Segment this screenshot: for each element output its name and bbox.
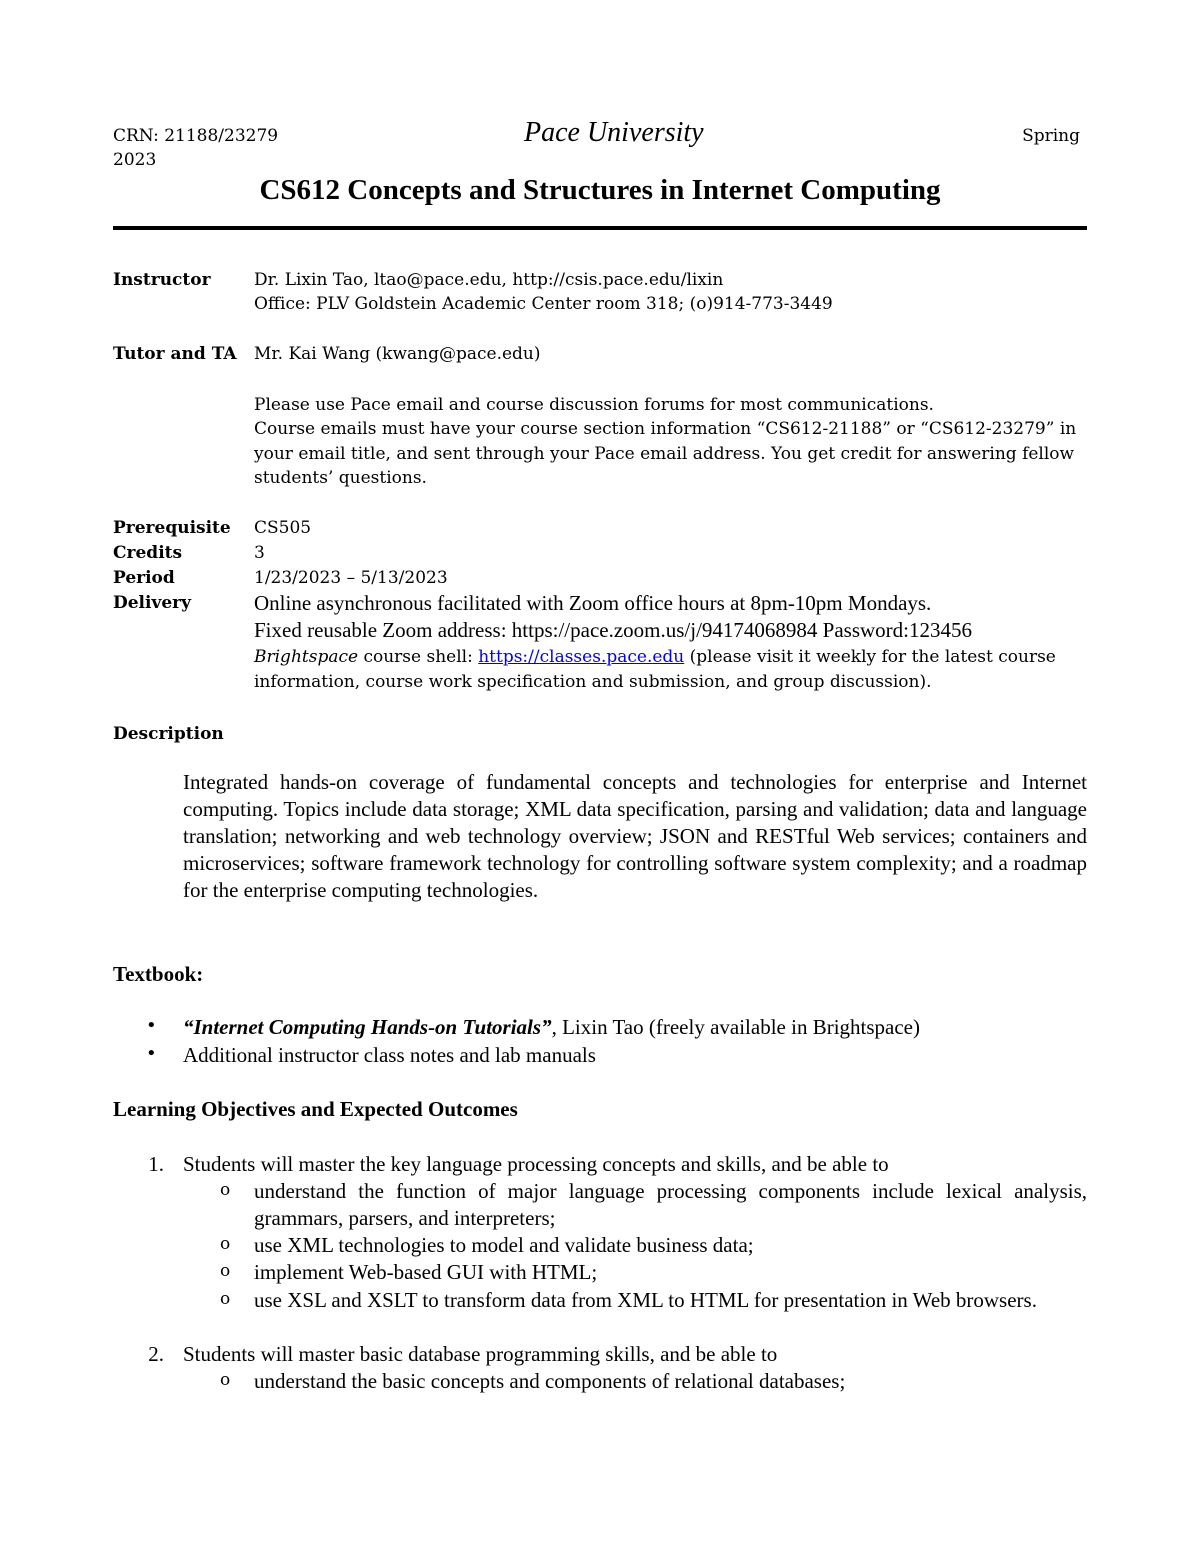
period-label: Period xyxy=(113,568,175,588)
prereq-value: CS505 xyxy=(254,518,312,538)
book-rest: , Lixin Tao (freely available in Brightspace) xyxy=(551,1015,921,1039)
objective-1: Students will master the key language processing concepts and skills, and be able to xyxy=(183,1152,889,1176)
delivery-label: Delivery xyxy=(113,593,192,613)
university-name: Pace University xyxy=(524,117,704,148)
title-divider xyxy=(113,226,1087,230)
objective-2-sub-1: understand the basic concepts and components of relational databases; xyxy=(254,1369,846,1393)
course-title: CS612 Concepts and Structures in Internet Computing xyxy=(259,174,941,206)
objective-1-sub-1: understand the function of major language processing components include lexical analysis, grammars, parsers, and interpreters; xyxy=(254,1179,1087,1230)
objective-1-number: 1. xyxy=(148,1152,164,1176)
objective-2-number: 2. xyxy=(148,1342,164,1366)
course-shell-line xyxy=(254,645,1056,670)
sub-bullet-icon: o xyxy=(220,1261,231,1281)
bullet-icon: • xyxy=(146,1015,157,1036)
objective-1-sub-3: implement Web-based GUI with HTML; xyxy=(254,1260,598,1284)
textbook-item-2: Additional instructor class notes and lab manuals xyxy=(183,1043,596,1067)
prereq-label: Prerequisite xyxy=(113,518,231,538)
sub-bullet-icon: o xyxy=(220,1289,231,1309)
sub-bullet-icon: o xyxy=(220,1234,231,1254)
comm-line1: Please use Pace email and course discussion forums for most communications. xyxy=(254,395,934,415)
shell-text: course shell: xyxy=(358,647,479,667)
textbook-item-1 xyxy=(183,1014,920,1041)
description-label: Description xyxy=(113,724,224,744)
instructor-line1: Dr. Lixin Tao, ltao@pace.edu, http://csis.pace.edu/lixin xyxy=(254,270,724,290)
term-word: Spring xyxy=(1022,126,1080,146)
delivery-line1: Online asynchronous facilitated with Zoom office hours at 8pm-10pm Mondays. xyxy=(254,591,932,615)
bullet-icon: • xyxy=(146,1043,157,1064)
tutor-value: Mr. Kai Wang (kwang@pace.edu) xyxy=(254,344,541,364)
instructor-label: Instructor xyxy=(113,270,211,290)
sub-bullet-icon: o xyxy=(220,1370,231,1390)
description-text: Integrated hands-on coverage of fundamental concepts and technologies for enterprise and Internet computing. Topics include data storage; XML data specification, parsing and validation; data and language translation; networking and web technology overview; JSON and RESTful Web services; containers and microservices; software framework technology for controlling software system complexity; and a roadmap for the enterprise computing technologies. xyxy=(183,770,1087,902)
tutor-label: Tutor and TA xyxy=(113,344,237,364)
objective-1-sub-4: use XSL and XSLT to transform data from XML to HTML for presentation in Web browsers. xyxy=(254,1288,1037,1312)
sub-bullet-icon: o xyxy=(220,1180,231,1200)
comm-line2: Course emails must have your course section information “CS612-21188” or “CS612-23279” in xyxy=(254,419,1077,439)
period-value: 1/23/2023 – 5/13/2023 xyxy=(254,568,448,588)
comm-line3: your email title, and sent through your Pace email address. You get credit for answering fellow xyxy=(254,444,1075,464)
brightspace-name: Brightspace xyxy=(254,647,359,667)
credits-label: Credits xyxy=(113,543,183,563)
credits-value: 3 xyxy=(254,543,265,563)
book-title: “Internet Computing Hands-on Tutorials” xyxy=(183,1015,552,1039)
brightspace-link[interactable]: https://classes.pace.edu xyxy=(478,647,685,667)
textbook-heading: Textbook: xyxy=(113,962,204,986)
crn-label: CRN: 21188/23279 xyxy=(113,126,279,146)
objectives-heading: Learning Objectives and Expected Outcomes xyxy=(113,1097,518,1121)
term-year: 2023 xyxy=(113,150,157,170)
comm-line4: students’ questions. xyxy=(254,468,427,488)
shell-after: (please visit it weekly for the latest course xyxy=(684,647,1056,667)
shell-line2: information, course work specification and submission, and group discussion). xyxy=(254,672,932,692)
objective-2: Students will master basic database programming skills, and be able to xyxy=(183,1342,778,1366)
instructor-office: Office: PLV Goldstein Academic Center room 318; (o)914-773-3449 xyxy=(254,294,833,314)
objective-1-sub-2: use XML technologies to model and validate business data; xyxy=(254,1233,754,1257)
delivery-zoom: Fixed reusable Zoom address: https://pace.zoom.us/j/94174068984 Password:123456 xyxy=(254,618,972,642)
